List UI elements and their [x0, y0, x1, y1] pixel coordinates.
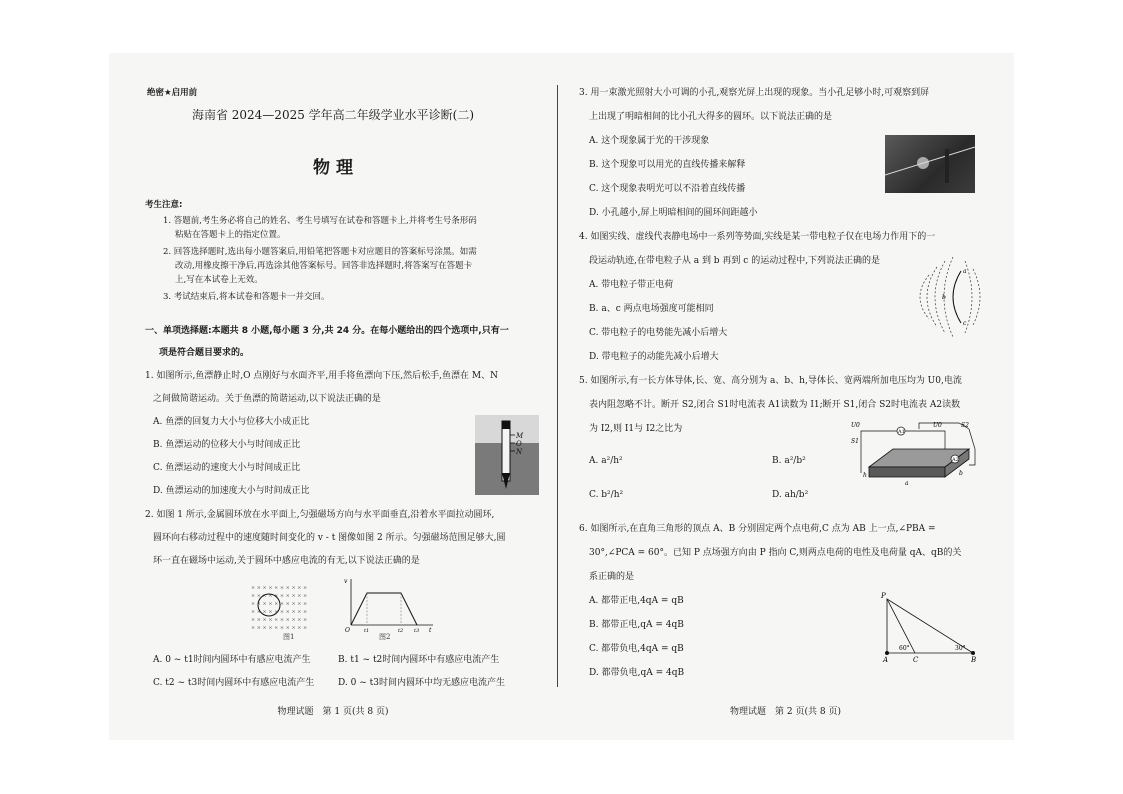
q1-float-figure [475, 415, 539, 495]
q4-equipotential-figure [905, 257, 989, 337]
q4-option-b: B. a、c 两点电场强度可能相同 [589, 304, 714, 314]
svg-text:× × × × × × × × × ×: × × × × × × × × × × [251, 593, 308, 599]
page-footer-right: 物理试题 第 2 页(共 8 页) [730, 707, 841, 717]
q6-angle-60: 60° [899, 645, 910, 652]
q6-stem: 系正确的是 [589, 572, 635, 582]
notice-line: 1. 答题前,考生务必将自己的姓名、考生号填写在试卷和答题卡上,并将考生号条形码 [163, 216, 477, 226]
q5-option-b: B. a²/b² [772, 456, 806, 466]
q6-stem: 6. 如图所示,在直角三角形的顶点 A、B 分别固定两个点电荷,C 点为 AB 上一点,∠PBA = [579, 524, 936, 534]
q2-fig2-caption: 图2 [379, 633, 391, 641]
q4-stem: 段运动轨迹,在带电粒子从 a 到 b 再到 c 的运动过程中,下列说法正确的是 [589, 256, 881, 266]
q3-option-c: C. 这个现象表明光可以不沿着直线传播 [589, 184, 746, 194]
q5-option-c: C. b²/h² [589, 490, 624, 500]
subject-title: 物 理 [313, 158, 353, 178]
notice-line: 2. 回答选择题时,选出每小题答案后,用铅笔把答题卡对应题目的答案标号涂黑。如需 [163, 247, 477, 257]
q4-label-a: a [963, 268, 967, 275]
q6-option-b: B. 都带正电,qA = 4qB [589, 620, 684, 630]
q5-label-s2: S2 [961, 422, 969, 429]
q5-option-d: D. ah/b² [772, 490, 809, 500]
svg-text:× × × × × × × × × ×: × × × × × × × × × × [251, 625, 308, 631]
q4-label-b: b [942, 294, 946, 301]
q2-option-d: D. 0 ~ t3时间内圆环中均无感应电流产生 [338, 678, 505, 688]
q2-stem: 环一直在磁场中运动,关于圆环中感应电流的有无,以下说法正确的是 [153, 556, 420, 566]
q6-option-d: D. 都带负电,qA = 4qB [589, 668, 685, 678]
q5-label-u0-right: U0 [933, 422, 942, 429]
notice-line: 上,写在本试卷上无效。 [175, 275, 263, 285]
q4-stem: 4. 如图实线、虚线代表静电场中一系列等势面,实线是某一带电粒子仅在电场力作用下的一 [579, 232, 936, 242]
notice-line: 3. 考试结束后,将本试卷和答题卡一并交回。 [163, 292, 330, 302]
secret-label: 绝密★启用前 [147, 88, 198, 98]
exam-title: 海南省 2024—2025 学年高二年级学业水平诊断(二) [191, 108, 475, 122]
q1-option-d: D. 鱼漂运动的加速度大小与时间成正比 [153, 486, 310, 496]
notice-line: 改动,用橡皮擦干净后,再选涂其他答案标号。回答非选择题时,将答案写在答题卡 [175, 261, 473, 271]
q2-option-a: A. 0 ~ t1时间内圆环中有感应电流产生 [153, 655, 311, 665]
q2-label-t2: t2 [398, 628, 404, 634]
q2-stem: 圆环向右移动过程中的速度随时间变化的 v - t 图像如图 2 所示。匀强磁场范围足够大,圆 [153, 533, 506, 543]
svg-text:× × × × × × × × × ×: × × × × × × × × × × [251, 609, 308, 615]
q5-label-a: a [905, 480, 909, 487]
q5-label-b: b [959, 470, 963, 477]
q2-label-o: O [345, 627, 350, 634]
q3-stem: 上出现了明暗相间的比小孔大得多的圆环。以下说法正确的是 [589, 112, 833, 122]
q2-figure-2 [341, 575, 437, 641]
q2-option-c: C. t2 ~ t3时间内圆环中有感应电流产生 [153, 678, 315, 688]
q2-label-t3: t3 [414, 628, 420, 634]
q1-label-n: N [516, 448, 523, 456]
q5-label-h: h [863, 472, 867, 479]
q6-label-b: B [971, 656, 977, 664]
q6-label-a: A [883, 656, 889, 664]
q2-label-t: t [429, 627, 432, 634]
q6-label-c: C [913, 656, 919, 664]
q5-option-a: A. a²/h² [589, 456, 623, 466]
q2-figure-1 [247, 579, 333, 641]
q2-option-b: B. t1 ~ t2时间内圆环中有感应电流产生 [338, 655, 500, 665]
q1-stem: 1. 如图所示,鱼漂静止时,O 点刚好与水面齐平,用手将鱼漂向下压,然后松手,鱼漂在 M、N [145, 371, 498, 381]
q5-label-u0-left: U0 [851, 422, 860, 429]
q6-option-c: C. 都带负电,4qA = qB [589, 644, 684, 654]
q4-option-c: C. 带电粒子的电势能先减小后增大 [589, 328, 728, 338]
svg-text:× × × × × × × × × ×: × × × × × × × × × × [251, 617, 308, 623]
q1-option-a: A. 鱼漂的回复力大小与位移大小成正比 [153, 417, 310, 427]
q3-option-d: D. 小孔越小,屏上明暗相间的圆环间距越小 [589, 208, 758, 218]
q6-label-p: P [881, 592, 886, 600]
q1-label-o: O [516, 440, 522, 448]
q5-conductor-figure [849, 419, 985, 499]
q1-label-m: M [516, 432, 524, 440]
notice-line: 粘贴在答题卡上的指定位置。 [175, 230, 286, 240]
exam-paper [109, 53, 1014, 740]
q2-label-t1: t1 [364, 628, 370, 634]
q4-label-c: c [963, 320, 967, 327]
page-divider [557, 85, 558, 687]
q5-stem: 为 I2,则 I1与 I2之比为 [589, 424, 683, 434]
q4-option-a: A. 带电粒子带正电荷 [589, 280, 674, 290]
q6-triangle-figure [879, 591, 979, 665]
q6-stem: 30°,∠PCA = 60°。已知 P 点场强方向由 P 指向 C,则两点电荷的电性及电荷量 qA、qB的关 [589, 548, 962, 558]
q2-fig1-caption: 图1 [283, 633, 295, 641]
q1-option-c: C. 鱼漂运动的速度大小与时间成正比 [153, 463, 301, 473]
q2-label-v: v [344, 578, 348, 585]
q5-label-a2: A2 [952, 457, 959, 463]
q1-option-b: B. 鱼漂运动的位移大小与时间成正比 [153, 440, 301, 450]
svg-text:× × × × × × × × × ×: × × × × × × × × × × [251, 585, 308, 591]
page-footer-left: 物理试题 第 1 页(共 8 页) [277, 707, 389, 717]
q4-option-d: D. 带电粒子的动能先减小后增大 [589, 352, 719, 362]
section-heading: 一、单项选择题:本题共 8 小题,每小题 3 分,共 24 分。在每小题给出的四个选项中,只有一 [145, 326, 509, 336]
q6-angle-30: 30° [955, 645, 966, 652]
q1-stem: 之间做简谐运动。关于鱼漂的简谐运动,以下说法正确的是 [153, 394, 381, 404]
q6-option-a: A. 都带正电,4qA = qB [589, 596, 684, 606]
notice-title: 考生注意: [145, 200, 183, 210]
svg-text:× × × × × × × × × ×: × × × × × × × × × × [251, 601, 308, 607]
q3-option-a: A. 这个现象属于光的干涉现象 [589, 136, 710, 146]
q5-label-a1: A1 [898, 429, 905, 435]
q3-laser-photo [885, 135, 975, 193]
q5-label-s1: S1 [851, 438, 859, 445]
q5-stem: 表内阻忽略不计。断开 S2,闭合 S1时电流表 A1读数为 I1;断开 S1,闭合 S2时电流表 A2读数 [589, 400, 961, 410]
q3-option-b: B. 这个现象可以用光的直线传播来解释 [589, 160, 746, 170]
q3-stem: 3. 用一束激光照射大小可调的小孔,观察光屏上出现的现象。当小孔足够小时,可观察到屏 [579, 88, 930, 98]
section-heading: 项是符合题目要求的。 [159, 348, 250, 358]
q2-stem: 2. 如图 1 所示,金属圆环放在水平面上,匀强磁场方向与水平面垂直,沿着水平面拉动圆环, [145, 510, 495, 520]
q5-stem: 5. 如图所示,有一长方体导体,长、宽、高分别为 a、b、h,导体长、宽两端所加电压均为 U0,电流 [579, 376, 962, 386]
